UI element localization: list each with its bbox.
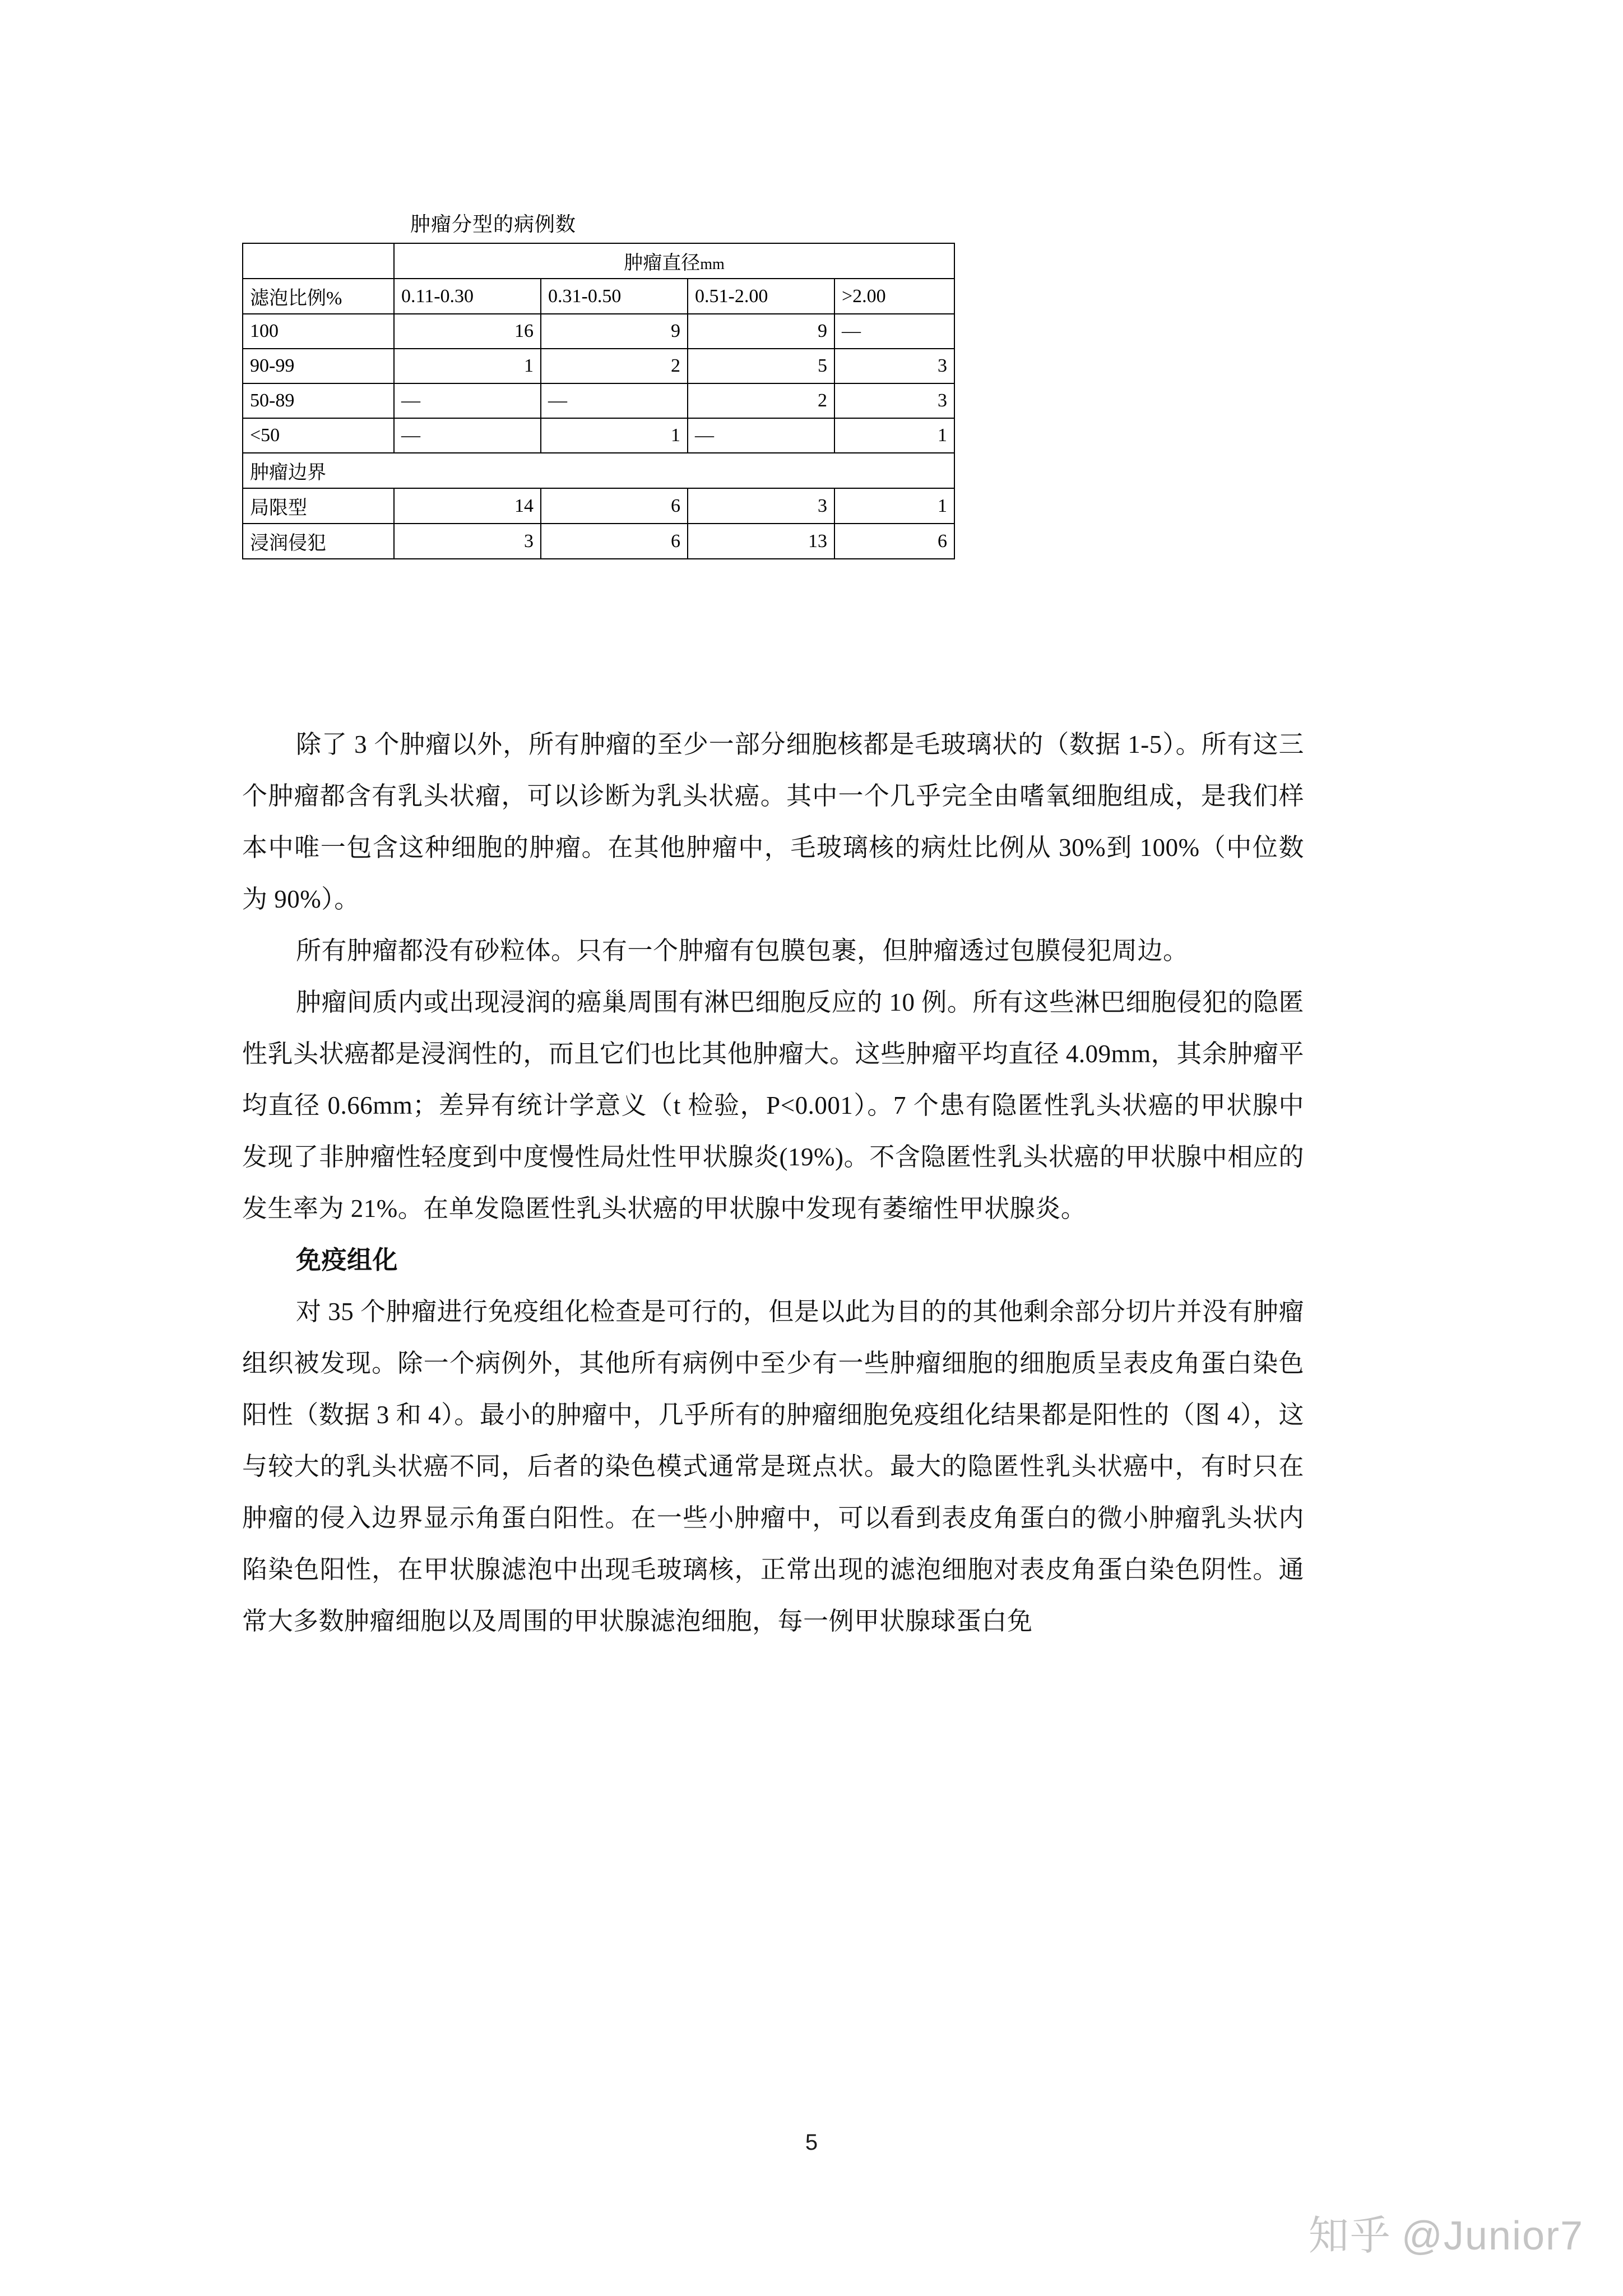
paragraph-2: 所有肿瘤都没有砂粒体。只有一个肿瘤有包膜包裹，但肿瘤透过包膜侵犯周边。	[296, 937, 1189, 965]
table-cell: 9	[541, 314, 688, 349]
row-label: 局限型	[243, 488, 394, 524]
table-cell: 6	[541, 524, 688, 559]
table-cell: 1	[834, 418, 954, 453]
table-cell: 9	[688, 314, 834, 349]
table-row	[243, 349, 954, 383]
table-cell: 3	[834, 349, 954, 383]
table-cell: 5	[688, 349, 834, 383]
watermark-user-label: @Junior7	[1401, 2214, 1584, 2258]
row-label: 浸润侵犯	[243, 524, 394, 559]
table-row	[243, 383, 954, 418]
table-cell: —	[834, 314, 954, 349]
watermark	[1309, 2203, 1584, 2261]
table-corner-cell	[243, 243, 394, 279]
paragraph-3: 肿瘤间质内或出现浸润的癌巢周围有淋巴细胞反应的 10 例。所有这些淋巴细胞侵犯的隐匿性乳头状癌都是浸润性的，而且它们也比其他肿瘤大。这些肿瘤平均直径 4.09mm，其余肿瘤平均直径 0.66mm；差异有统计学意义（t 检验，P<0.001）。7 个患有隐匿性乳头状癌的甲状腺中发现了非肿瘤性轻度到中度慢性局灶性甲状腺炎(19%)。不含隐匿性乳头状癌的甲状腺中相应的发生率为 21%。在单发隐匿性乳头状癌的甲状腺中发现有萎缩性甲状腺炎。	[242, 988, 1304, 1223]
column-header-0: 0.11-0.30	[394, 279, 541, 314]
table-cell: 16	[394, 314, 541, 349]
table-cell: 1	[394, 349, 541, 383]
column-header-3: >2.00	[834, 279, 954, 314]
row-label: 100	[243, 314, 394, 349]
page-number: 5	[805, 2130, 818, 2155]
watermark-site-label: 知乎	[1308, 2214, 1392, 2258]
table-section-label: 肿瘤边界	[243, 453, 954, 488]
table-row	[243, 314, 954, 349]
table-caption: 肿瘤分型的病例数	[410, 213, 577, 235]
document-body	[242, 719, 1304, 1647]
table-cell: 3	[688, 488, 834, 524]
section-heading-immunohistochemistry: 免疫组化	[296, 1246, 398, 1274]
table-group-header-cell	[394, 243, 954, 279]
table-row	[243, 524, 954, 559]
table-cell: 3	[834, 383, 954, 418]
table-cell: —	[394, 383, 541, 418]
row-header-label: 滤泡比例%	[243, 279, 394, 314]
group-header-label: 肿瘤直径	[624, 253, 701, 274]
table-cell: 1	[834, 488, 954, 524]
table-cell: 14	[394, 488, 541, 524]
column-header-2: 0.51-2.00	[688, 279, 834, 314]
table-cell: —	[688, 418, 834, 453]
row-label: 50-89	[243, 383, 394, 418]
table-cell: —	[541, 383, 688, 418]
tumor-classification-table	[242, 243, 955, 559]
paragraph-1: 除了 3 个肿瘤以外，所有肿瘤的至少一部分细胞核都是毛玻璃状的（数据 1-5）。所有这三个肿瘤都含有乳头状瘤，可以诊断为乳头状癌。其中一个几乎完全由嗜氧细胞组成，是我们样本中唯一包含这种细胞的肿瘤。在其他肿瘤中，毛玻璃核的病灶比例从 30%到 100%（中位数为 90%）。	[242, 730, 1304, 913]
row-label: <50	[243, 418, 394, 453]
statistics-table-block	[242, 212, 954, 559]
table-cell: 6	[541, 488, 688, 524]
table-group-header-row	[243, 243, 954, 279]
table-cell: 3	[394, 524, 541, 559]
table-row	[243, 418, 954, 453]
column-header-1: 0.31-0.50	[541, 279, 688, 314]
table-cell: 2	[541, 349, 688, 383]
paragraph-4: 对 35 个肿瘤进行免疫组化检查是可行的，但是以此为目的的其他剩余部分切片并没有肿瘤组织被发现。除一个病例外，其他所有病例中至少有一些肿瘤细胞的细胞质呈表皮角蛋白染色阳性（数据 3 和 4）。最小的肿瘤中，几乎所有的肿瘤细胞免疫组化结果都是阳性的（图 4），这与较大的乳头状癌不同，后者的染色模式通常是斑点状。最大的隐匿性乳头状癌中，有时只在肿瘤的侵入边界显示角蛋白阳性。在一些小肿瘤中，可以看到表皮角蛋白的微小肿瘤乳头状内陷染色阳性，在甲状腺滤泡中出现毛玻璃核，正常出现的滤泡细胞对表皮角蛋白染色阴性。通常大多数肿瘤细胞以及周围的甲状腺滤泡细胞，每一例甲状腺球蛋白免	[242, 1298, 1304, 1635]
group-header-unit: mm	[700, 256, 725, 273]
table-cell: 2	[688, 383, 834, 418]
table-cell: 6	[834, 524, 954, 559]
row-label: 90-99	[243, 349, 394, 383]
table-header-row	[243, 279, 954, 314]
table-section-row	[243, 453, 954, 488]
table-cell: 13	[688, 524, 834, 559]
table-row	[243, 488, 954, 524]
table-cell: —	[394, 418, 541, 453]
table-cell: 1	[541, 418, 688, 453]
